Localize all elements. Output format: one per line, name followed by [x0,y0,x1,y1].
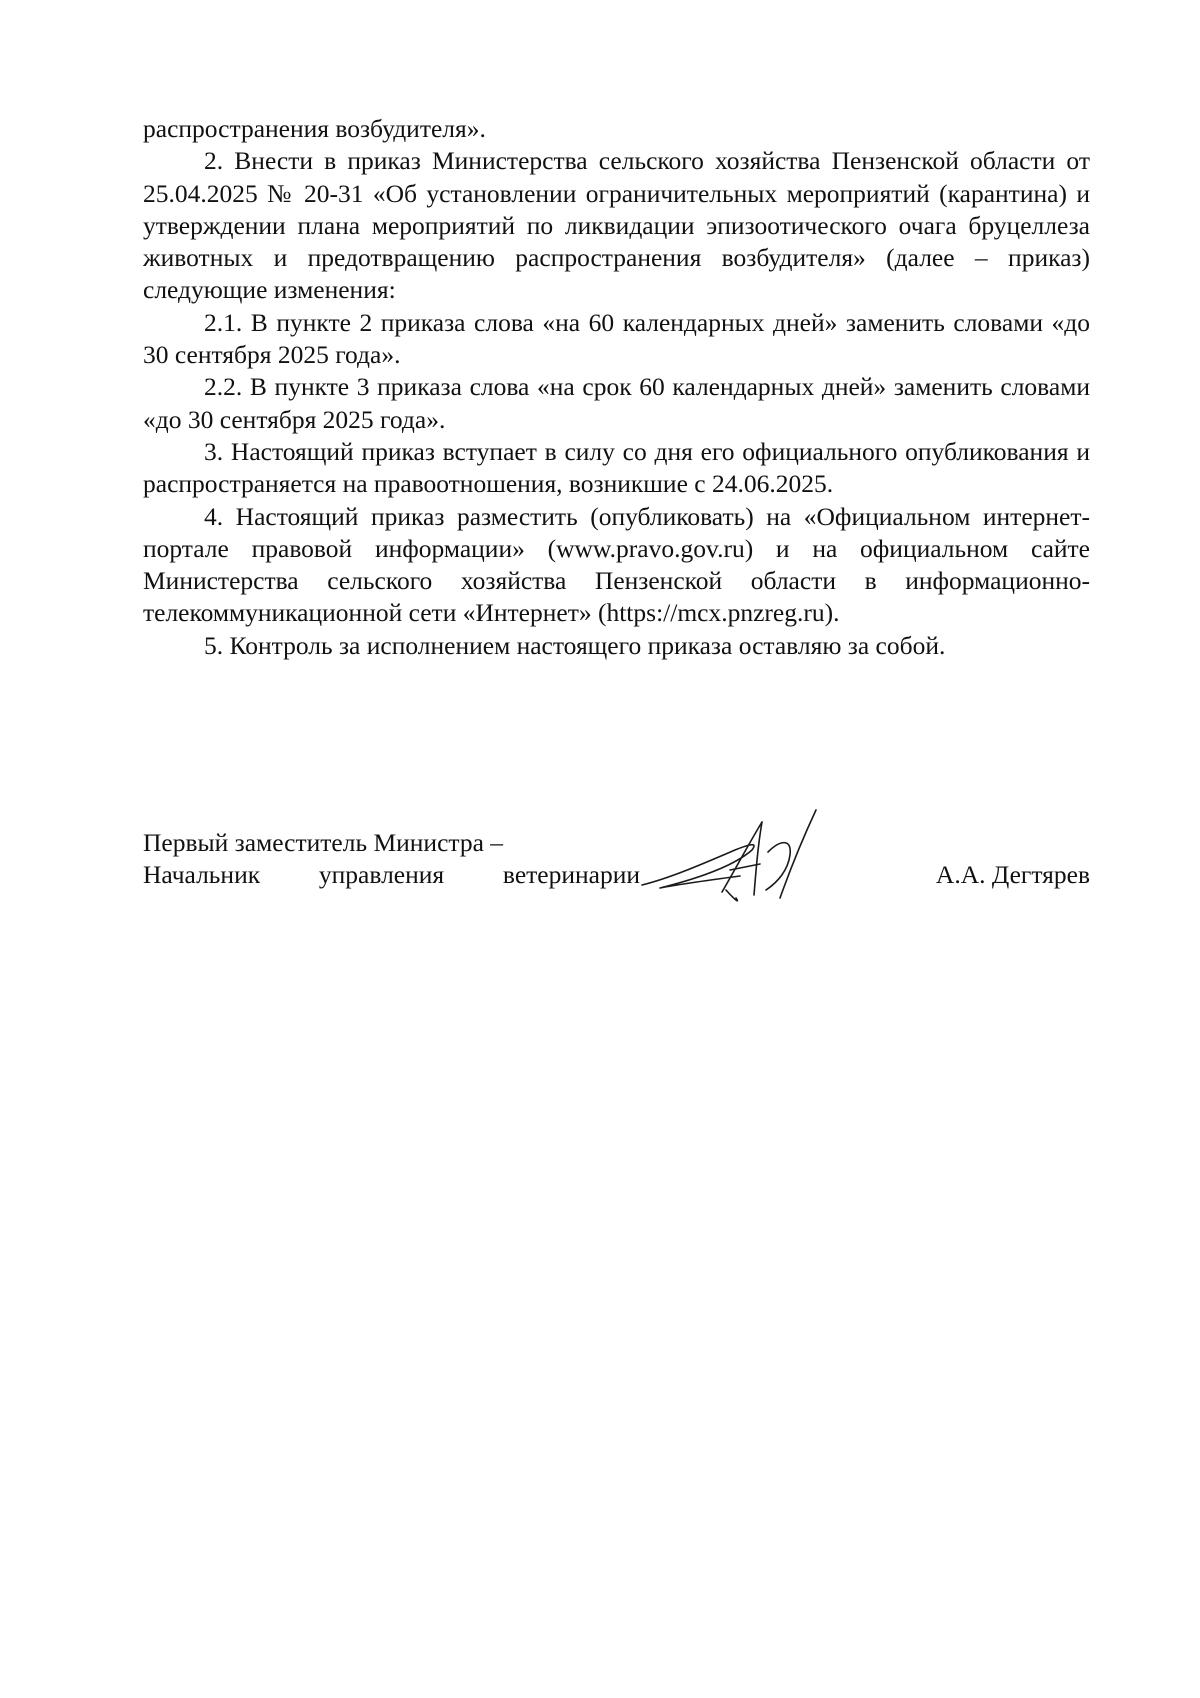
paragraph-item-5: 5. Контроль за исполнением настоящего приказа оставляю за собой. [204,630,946,660]
position-word-3: ветеринарии [502,860,640,890]
position-word-2: управления [318,860,445,890]
signatory-position-line1: Первый заместитель Министра – [143,828,504,857]
paragraph-item-2-1: 2.1. В пункте 2 приказа слова «на 60 календарных дней» заменить словами «до 30 сентября 2025 года». [143,307,1090,370]
signatory-name: А.А. Дегтярев [935,860,1090,890]
paragraph-continuation: распространения возбудителя». [143,114,486,143]
paragraph-item-4: 4. Настоящий приказ разместить (опубликовать) на «Официальном интернет-портале правовой информации» (www.pravo.gov.ru) и на официальном сайте Министерства сельского хозяйства Пензенской области в информационно-телекоммуникационной сети «Интернет» (https://mcx.pnzreg.ru). [143,501,1090,628]
position-word-1: Начальник [143,860,261,890]
handwritten-signature [640,800,870,910]
signatory-position-line2 [143,859,640,891]
paragraph-item-2: 2. Внести в приказ Министерства сельского хозяйства Пензенской области от 25.04.2025 № 20-31 «Об установлении ограничительных мероприятий (карантина) и утверждении плана мероприятий по ликвидации эпизоотического очага бруцеллеза животных и предотвращению распространения возбудителя» (далее – приказ) следующие изменения: [143,146,1090,305]
document-body [143,113,1090,662]
signature-block [143,827,1090,892]
paragraph-item-2-2: 2.2. В пункте 3 приказа слова «на срок 60 календарных дней» заменить словами «до 30 сентября 2025 года». [143,372,1090,434]
paragraph-item-3: 3. Настоящий приказ вступает в силу со дня его официального опубликования и распространяется на правоотношения, возникшие с 24.06.2025. [143,436,1090,499]
